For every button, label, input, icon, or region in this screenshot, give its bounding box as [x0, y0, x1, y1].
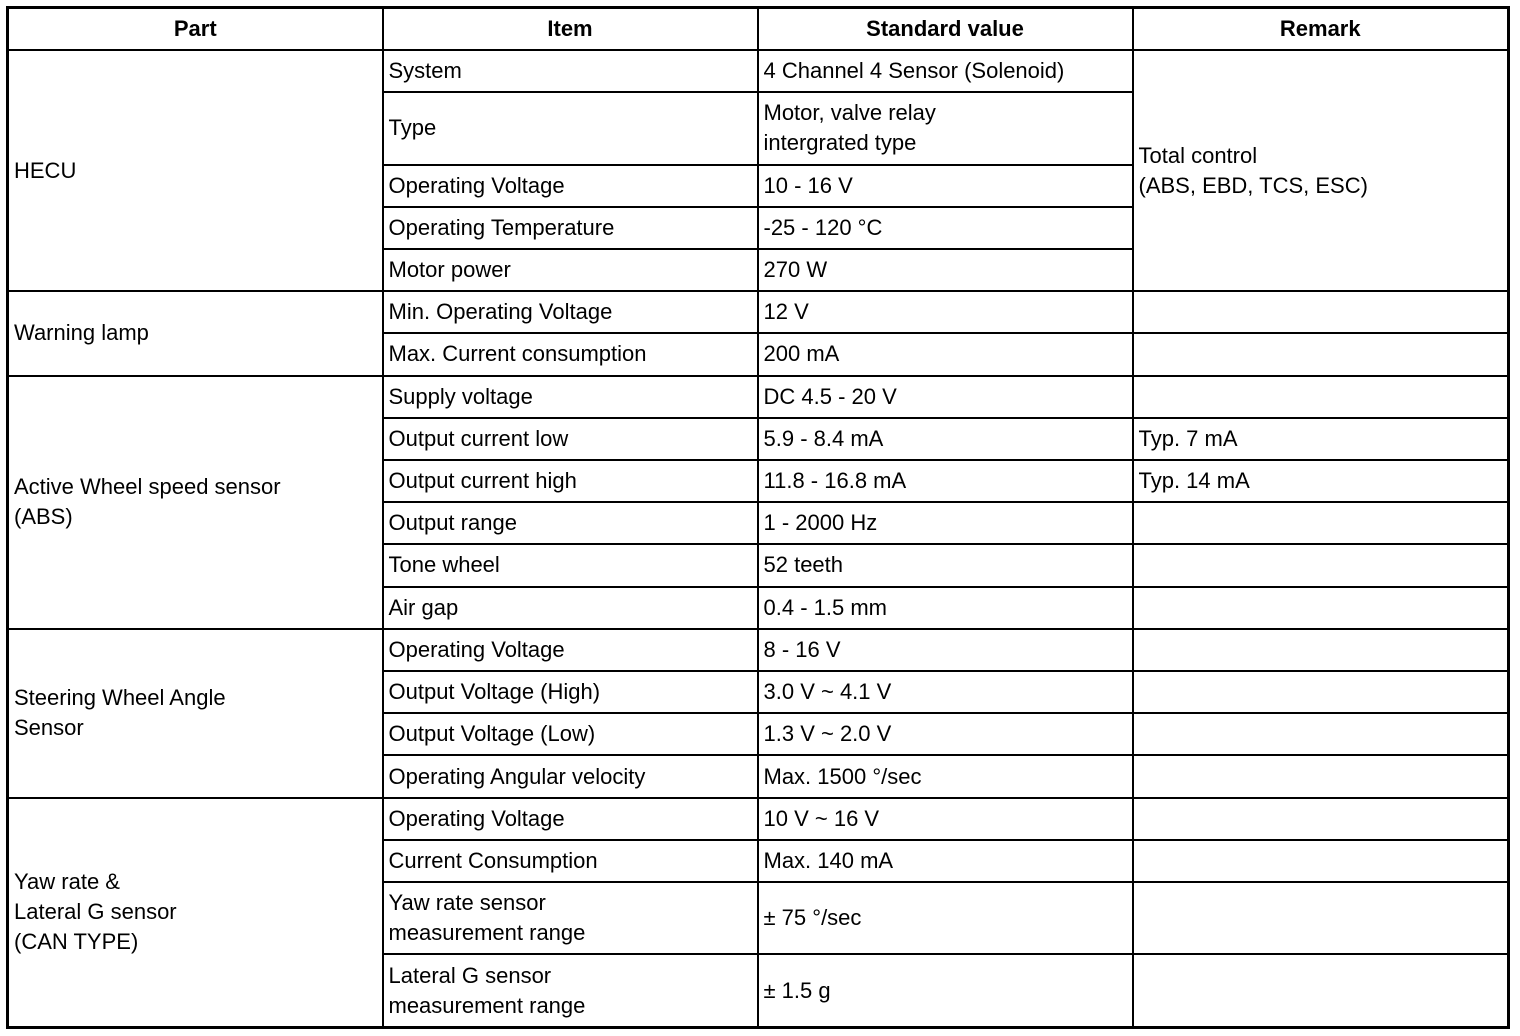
value-cell: 5.9 - 8.4 mA [758, 418, 1133, 460]
part-cell: HECU [8, 50, 383, 291]
remark-cell [1133, 502, 1509, 544]
item-cell: Min. Operating Voltage [383, 291, 758, 333]
item-cell: Tone wheel [383, 544, 758, 586]
remark-cell [1133, 954, 1509, 1027]
remark-cell [1133, 376, 1509, 418]
value-cell: 3.0 V ~ 4.1 V [758, 671, 1133, 713]
value-cell: 11.8 - 16.8 mA [758, 460, 1133, 502]
item-cell: Output Voltage (Low) [383, 713, 758, 755]
remark-cell [1133, 882, 1509, 954]
remark-cell [1133, 587, 1509, 629]
table-row [8, 291, 1509, 333]
table-row [8, 50, 1509, 92]
value-cell: 10 V ~ 16 V [758, 798, 1133, 840]
value-cell: 200 mA [758, 333, 1133, 375]
table-row [8, 798, 1509, 840]
value-cell: 10 - 16 V [758, 165, 1133, 207]
value-cell: 4 Channel 4 Sensor (Solenoid) [758, 50, 1133, 92]
item-cell: Output range [383, 502, 758, 544]
remark-cell [1133, 755, 1509, 797]
part-cell: Yaw rate & Lateral G sensor (CAN TYPE) [8, 798, 383, 1028]
remark-cell: Typ. 7 mA [1133, 418, 1509, 460]
item-cell: Operating Voltage [383, 798, 758, 840]
item-cell: Current Consumption [383, 840, 758, 882]
item-cell: Air gap [383, 587, 758, 629]
item-cell: Max. Current consumption [383, 333, 758, 375]
value-cell: DC 4.5 - 20 V [758, 376, 1133, 418]
value-cell: 52 teeth [758, 544, 1133, 586]
part-cell: Warning lamp [8, 291, 383, 375]
value-cell: 270 W [758, 249, 1133, 291]
item-cell: Lateral G sensor measurement range [383, 954, 758, 1027]
part-cell: Active Wheel speed sensor (ABS) [8, 376, 383, 629]
header-row [8, 8, 1509, 51]
value-cell: 1.3 V ~ 2.0 V [758, 713, 1133, 755]
value-cell: -25 - 120 °C [758, 207, 1133, 249]
value-cell: 0.4 - 1.5 mm [758, 587, 1133, 629]
item-cell: Output Voltage (High) [383, 671, 758, 713]
spec-table [6, 6, 1510, 1029]
remark-cell [1133, 840, 1509, 882]
value-cell: ± 75 °/sec [758, 882, 1133, 954]
item-cell: Output current high [383, 460, 758, 502]
remark-cell [1133, 713, 1509, 755]
value-cell: Max. 140 mA [758, 840, 1133, 882]
part-cell: Steering Wheel Angle Sensor [8, 629, 383, 798]
table-row [8, 376, 1509, 418]
item-cell: Yaw rate sensor measurement range [383, 882, 758, 954]
item-cell: Operating Voltage [383, 165, 758, 207]
item-cell: Output current low [383, 418, 758, 460]
value-cell: Motor, valve relay intergrated type [758, 92, 1133, 164]
table-row [8, 629, 1509, 671]
header-item: Item [383, 8, 758, 51]
item-cell: System [383, 50, 758, 92]
header-remark: Remark [1133, 8, 1509, 51]
header-part: Part [8, 8, 383, 51]
remark-cell [1133, 544, 1509, 586]
header-standard-value: Standard value [758, 8, 1133, 51]
value-cell: ± 1.5 g [758, 954, 1133, 1027]
item-cell: Operating Temperature [383, 207, 758, 249]
item-cell: Operating Voltage [383, 629, 758, 671]
value-cell: 8 - 16 V [758, 629, 1133, 671]
remark-cell: Typ. 14 mA [1133, 460, 1509, 502]
item-cell: Supply voltage [383, 376, 758, 418]
value-cell: Max. 1500 °/sec [758, 755, 1133, 797]
remark-cell [1133, 798, 1509, 840]
remark-cell [1133, 671, 1509, 713]
remark-cell [1133, 333, 1509, 375]
value-cell: 1 - 2000 Hz [758, 502, 1133, 544]
remark-cell [1133, 629, 1509, 671]
value-cell: 12 V [758, 291, 1133, 333]
remark-cell: Total control (ABS, EBD, TCS, ESC) [1133, 50, 1509, 291]
remark-cell [1133, 291, 1509, 333]
item-cell: Type [383, 92, 758, 164]
item-cell: Motor power [383, 249, 758, 291]
item-cell: Operating Angular velocity [383, 755, 758, 797]
